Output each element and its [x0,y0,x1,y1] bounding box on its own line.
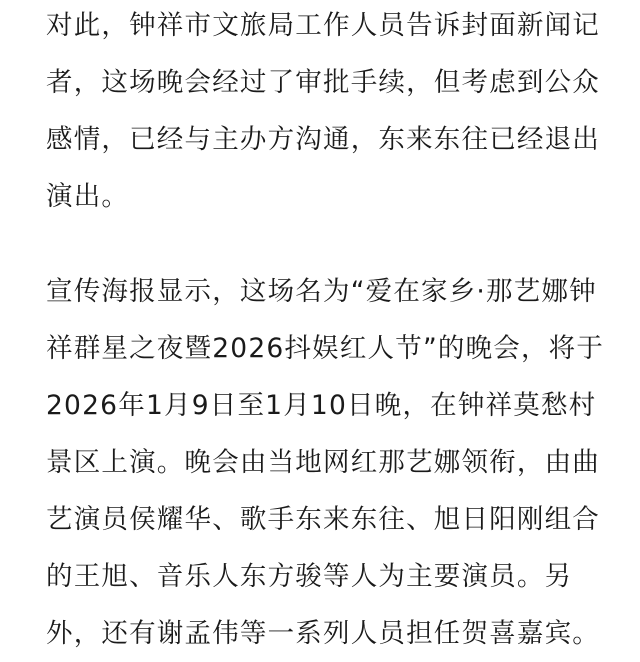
text-line: 宣传海报显示，这场名为“爱在家乡·那艺娜钟 [46,276,597,307]
text-line: 感情，已经与主办方沟通，东来东往已经退出 [46,124,600,155]
text-line: 的王旭、音乐人东方骏等人为主要演员。另 [46,561,573,592]
paragraph-1 [46,0,600,225]
text-line: 景区上演。晚会由当地网红那艺娜领衔，由曲 [46,447,600,478]
text-line: 演出。 [46,181,130,212]
text-line: 2026年1月9日至1月10日晚，在钟祥莫愁村 [46,390,597,421]
text-line: 外，还有谢孟伟等一系列人员担任贺喜嘉宾。 [46,618,600,649]
text-line: 祥群星之夜暨2026抖娱红人节”的晚会，将于 [46,333,605,364]
text-line: 者，这场晚会经过了审批手续，但考虑到公众 [46,67,600,98]
text-line: 对此，钟祥市文旅局工作人员告诉封面新闻记 [46,10,600,41]
text-line: 艺演员侯耀华、歌手东来东往、旭日阳刚组合 [46,504,600,535]
paragraph-2 [46,263,604,662]
